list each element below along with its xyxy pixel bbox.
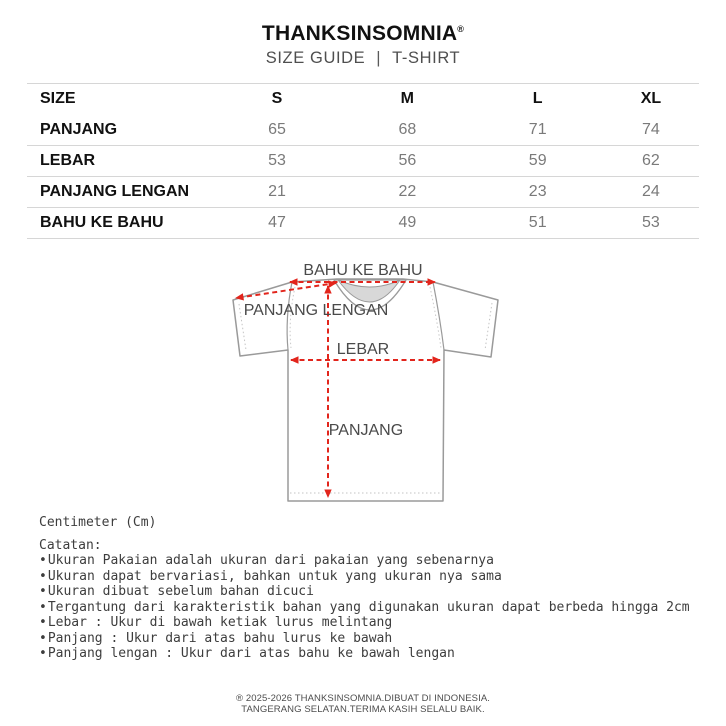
note-text: Panjang : Ukur dari atas bahu lurus ke bawah [47,630,393,646]
page-header [0,0,726,69]
col-header-size: SIZE [40,90,76,108]
note-text: Ukuran dibuat sebelum bahan dicuci [47,584,314,599]
bullet-icon: • [39,615,47,630]
note-text: Tergantung dari karakteristik bahan yang digunakan ukuran dapat berbeda hingga 2cm [47,599,690,615]
cell-value: 53 [268,152,286,169]
brand-title [0,16,726,47]
registered-mark: ® [457,24,465,34]
note-text: Panjang lengan : Ukur dari atas bahu ke bawah lengan [47,646,455,661]
footer-line-1: ® 2025-2026 THANKSINSOMNIA.DIBUAT DI INDONESIA. [235,692,491,704]
note-item [39,631,726,647]
cell-value: 53 [642,214,660,231]
cell-value: 24 [642,183,660,200]
col-header-l: L [532,90,543,108]
table-row-panjang-lengan [27,177,699,208]
cell-value: 21 [268,183,286,200]
note-item [39,600,726,616]
label-bahu-ke-bahu: BAHU KE BAHU [303,262,423,279]
size-table [27,83,699,239]
page-subtitle [0,48,726,69]
col-header-s: S [271,90,283,108]
tshirt-measurement-diagram [0,239,726,513]
bullet-icon: • [39,599,47,615]
label-lebar: LEBAR [336,341,390,358]
notes-section [0,515,726,662]
cell-value: 68 [398,120,417,138]
subtitle-product: T-SHIRT [392,49,461,67]
table-row-panjang [27,115,699,146]
cell-value: 22 [398,183,417,200]
note-text: Ukuran dapat bervariasi, bahkan untuk yang ukuran nya sama [47,568,502,584]
bullet-icon: • [39,584,47,599]
cell-value: 56 [398,152,417,169]
cell-value: 74 [642,120,660,138]
note-item [39,553,726,569]
bullet-icon: • [39,630,47,646]
note-text: Ukuran Pakaian adalah ukuran dari pakaian yang sebenarnya [47,553,494,568]
brand-name: THANKSINSOMNIA [261,22,458,45]
bullet-icon: • [39,646,47,661]
note-item [39,584,726,600]
cell-value: 71 [528,120,547,138]
note-item [39,569,726,585]
cell-value: 65 [268,120,286,138]
subtitle-size-guide: SIZE GUIDE [265,49,366,67]
note-item [39,646,726,662]
cell-value: 47 [268,214,286,231]
table-row-bahu-ke-bahu [27,208,699,239]
row-label: BAHU KE BAHU [40,214,164,231]
label-panjang: PANJANG [328,422,404,439]
cell-value: 49 [398,214,417,231]
subtitle-separator: | [376,49,382,67]
notes-heading: Catatan: [39,537,102,553]
label-panjang-lengan: PANJANG LENGAN [243,302,389,319]
col-header-xl: XL [640,90,662,108]
cell-value: 62 [642,152,660,169]
bullet-icon: • [39,568,47,584]
table-row-lebar [27,146,699,177]
note-item [39,615,726,631]
bullet-icon: • [39,553,47,568]
footer [0,693,726,716]
cell-value: 51 [528,214,547,231]
cell-value: 23 [528,183,547,200]
size-table-header-row [27,84,699,115]
row-label: LEBAR [40,152,96,169]
row-label: PANJANG [40,120,118,138]
footer-line-2: TANGERANG SELATAN.TERIMA KASIH SELALU BAIK. [241,704,485,715]
col-header-m: M [400,90,414,108]
note-text: Lebar : Ukur di bawah ketiak lurus melintang [47,615,393,630]
cell-value: 59 [528,152,547,169]
row-label: PANJANG LENGAN [40,183,190,200]
unit-label: Centimeter (Cm) [39,515,157,530]
